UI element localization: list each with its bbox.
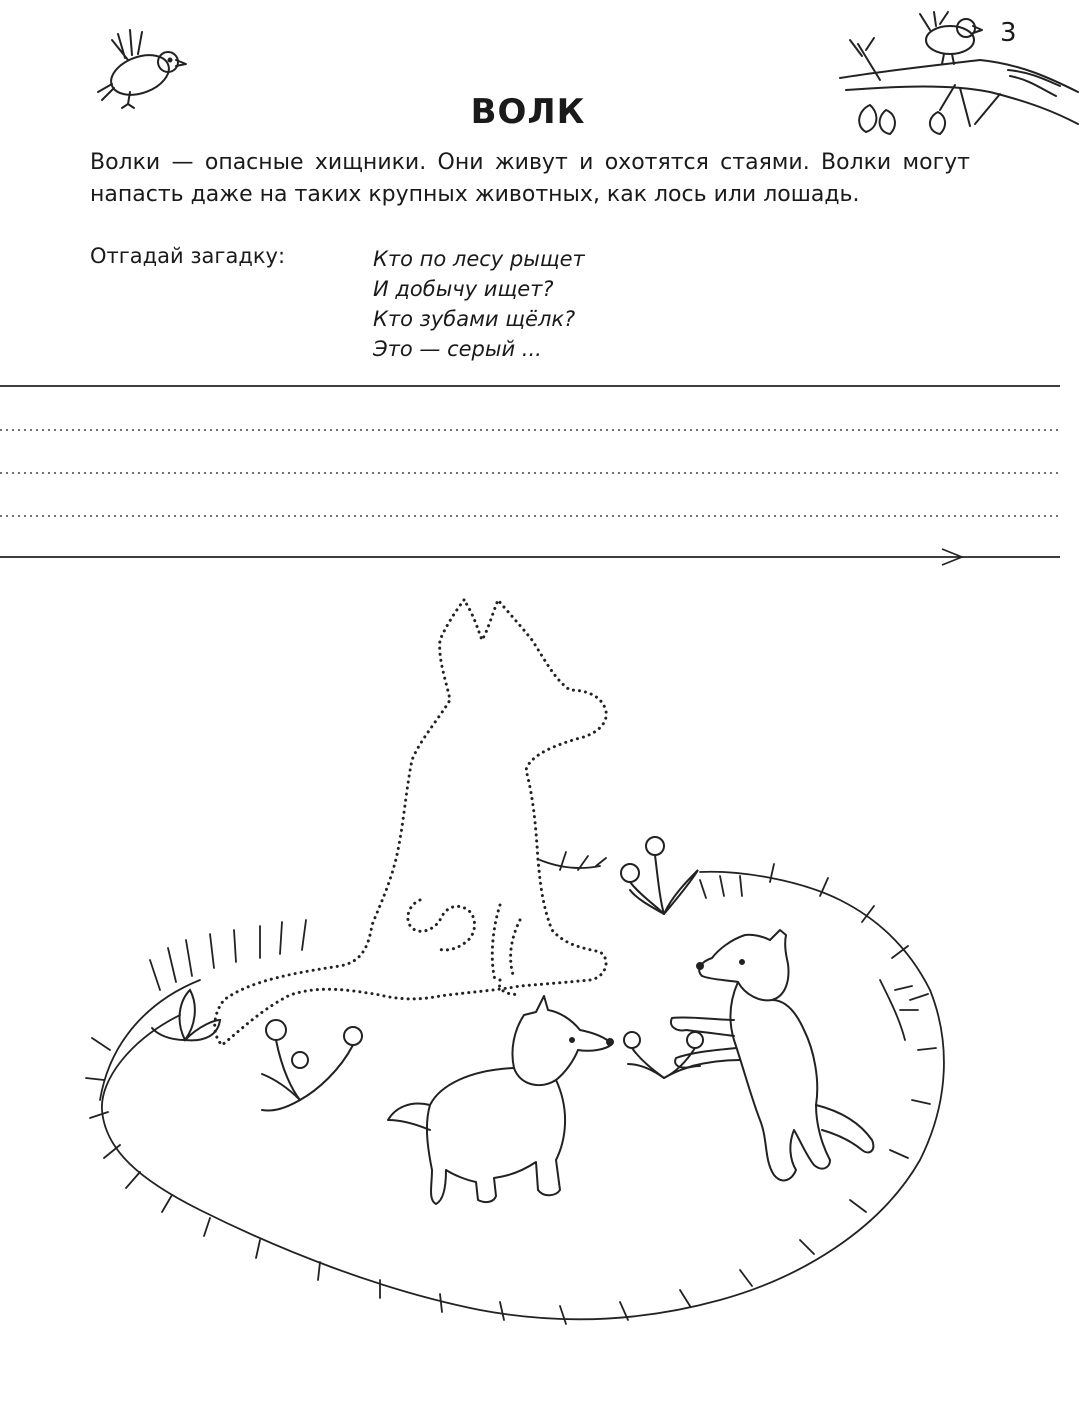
riddle-line: Это — серый ... xyxy=(373,337,542,361)
bird-on-branch-icon xyxy=(840,12,1078,134)
wolf-cub-icon xyxy=(671,930,873,1180)
bird-icon xyxy=(98,30,186,108)
grass-tuft-icon xyxy=(540,852,918,1040)
wolf-cub-icon xyxy=(388,996,613,1204)
intro-paragraph: Волки — опасные хищники. Они живут и охотятся стаями. Волки могут напасть даже на таких крупных животных, как лось или лошадь. xyxy=(90,150,970,207)
riddle-line: И добычу ищет? xyxy=(373,277,554,301)
page-title: ВОЛК xyxy=(470,92,586,132)
leaf-sprig-icon xyxy=(152,990,220,1040)
riddle-label: Отгадай загадку: xyxy=(90,244,286,268)
flower-icon xyxy=(262,1020,362,1111)
flower-icon xyxy=(621,837,698,914)
page-number: 3 xyxy=(1000,18,1017,48)
grass-patch xyxy=(86,864,944,1324)
riddle-line: Кто зубами щёлк? xyxy=(373,307,576,331)
wolf-tracing-outline xyxy=(215,600,607,1045)
riddle-line: Кто по лесу рыщет xyxy=(373,247,585,271)
flower-icon xyxy=(624,1032,703,1078)
